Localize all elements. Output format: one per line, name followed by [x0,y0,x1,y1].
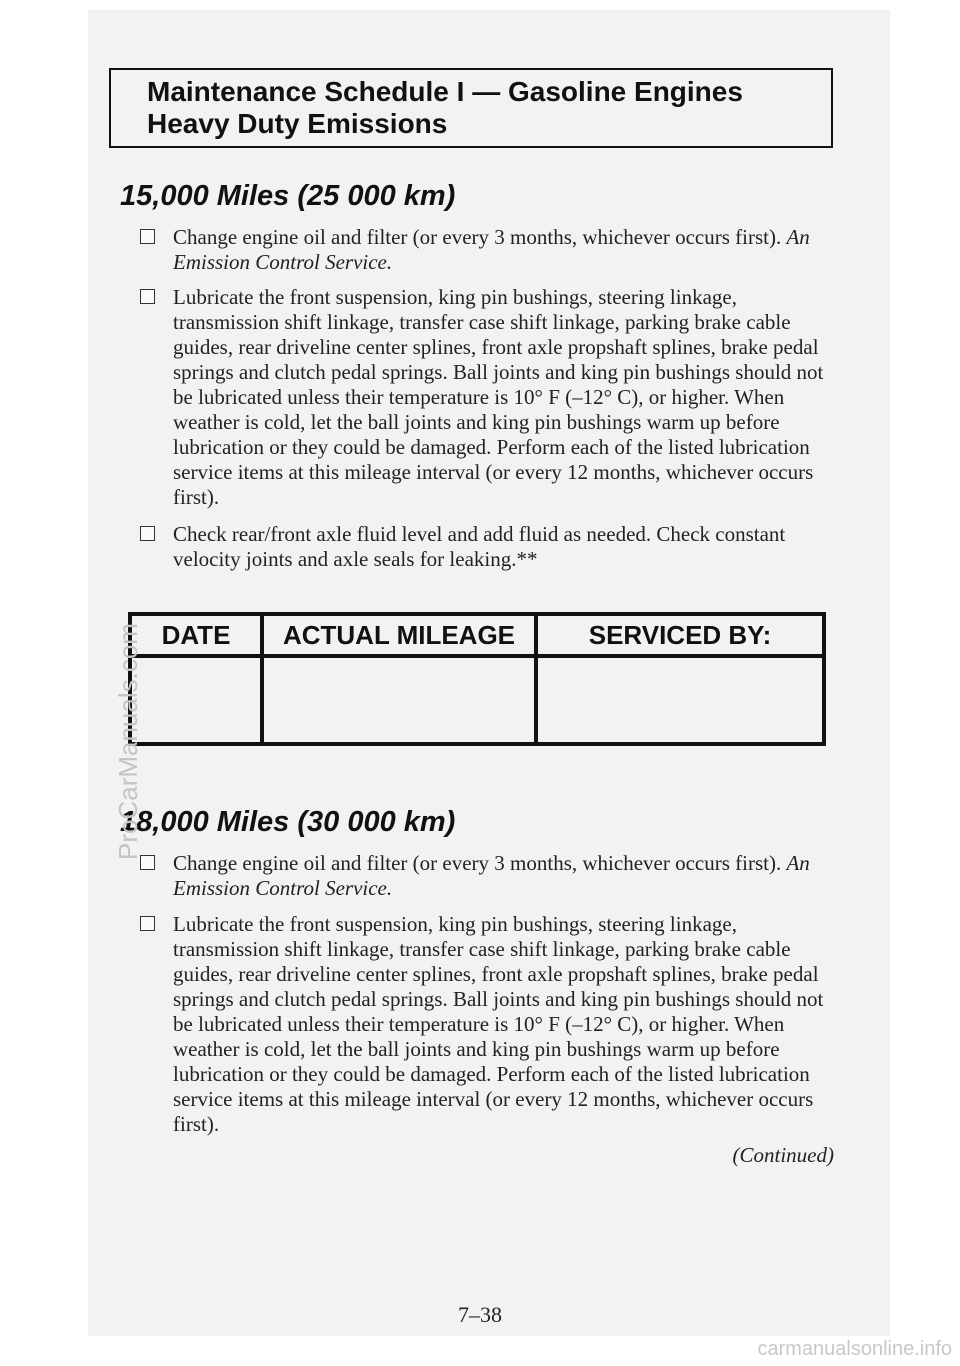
checkbox-icon[interactable] [140,916,155,931]
item-text: Check rear/front axle fluid level and add fluid as needed. Check constant velocity joints and axle seals for leaking.** [173,522,786,571]
date-column-header: DATE [130,614,262,656]
item-note: An Emission Control Service. [173,225,810,274]
date-cell[interactable] [130,656,262,744]
continued-label: (Continued) [732,1143,834,1167]
side-watermark: ProCarManuals.com [113,623,143,860]
item-text: Change engine oil and filter (or every 3 months, whichever occurs first). [173,851,782,875]
serviced-by-cell[interactable] [536,656,824,744]
item-note: An Emission Control Service. [173,851,810,900]
checkbox-icon[interactable] [140,289,155,304]
page-header-box [109,68,833,148]
section-heading-15000: 15,000 Miles (25 000 km) [120,180,456,212]
bottom-watermark: carmanualsonline.info [757,1338,952,1360]
item-text: Lubricate the front suspension, king pin bushings, steering linkage, transmission shift linkage, transfer case shift linkage, parking brake cable guides, rear driveline center splines, front axle propshaft splines, brake pedal springs and clutch pedal springs. Ball joints and king pin bushings should not be lubricated unless their temperature is 10° F (–12° C), or higher. When weather is cold, let the ball joints and king pin bushings warm up before lubrication or they could be damaged. Perform each of the listed lubrication service items at this mileage interval (or every 12 months, whichever occurs first). [173,285,824,509]
checkbox-icon[interactable] [140,229,155,244]
checklist-item [140,851,830,901]
checklist-item [140,225,830,275]
checklist-item [140,912,830,1137]
service-log-table [128,612,826,746]
checklist-item [140,285,830,510]
mileage-column-header: ACTUAL MILEAGE [262,614,536,656]
item-text: Lubricate the front suspension, king pin bushings, steering linkage, transmission shift linkage, transfer case shift linkage, parking brake cable guides, rear driveline center splines, front axle propshaft splines, brake pedal springs and clutch pedal springs. Ball joints and king pin bushings should not be lubricated unless their temperature is 10° F (–12° C), or higher. When weather is cold, let the ball joints and king pin bushings warm up before lubrication or they could be damaged. Perform each of the listed lubrication service items at this mileage interval (or every 12 months, whichever occurs first). [173,912,824,1136]
page-title: Maintenance Schedule I — Gasoline Engines Heavy Duty Emissions [147,76,743,139]
checkbox-icon[interactable] [140,526,155,541]
item-text: Change engine oil and filter (or every 3 months, whichever occurs first). [173,225,782,249]
checklist-item [140,522,830,572]
mileage-cell[interactable] [262,656,536,744]
section-heading-18000: 18,000 Miles (30 000 km) [120,806,456,838]
serviced-by-column-header: SERVICED BY: [536,614,824,656]
page-number: 7–38 [458,1302,502,1327]
